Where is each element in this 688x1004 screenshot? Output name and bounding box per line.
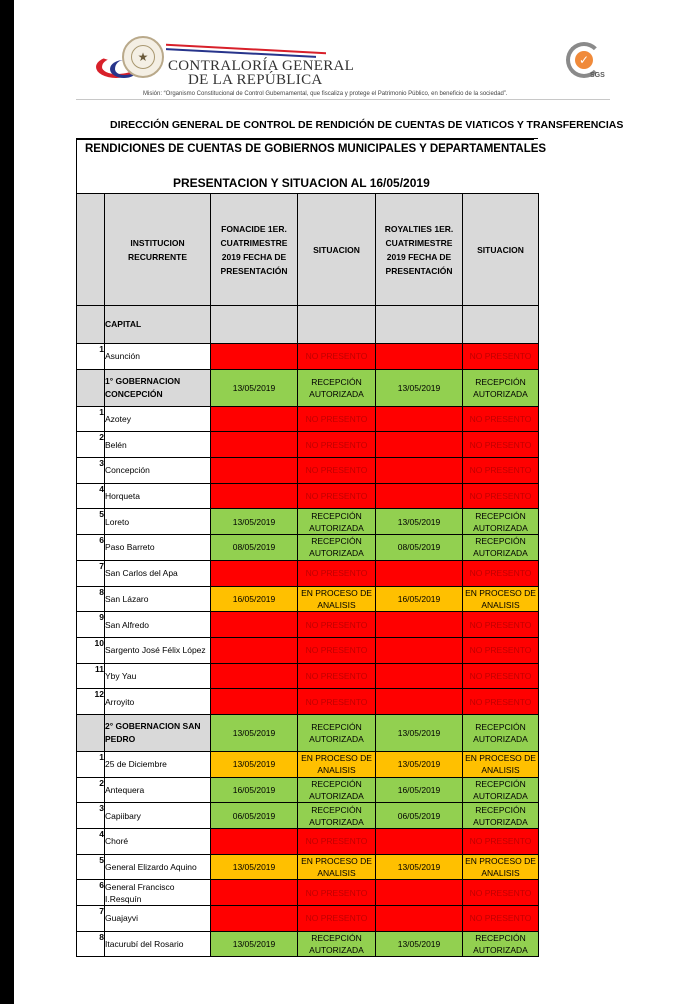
table-row <box>77 663 539 689</box>
royalties-date <box>376 637 463 663</box>
royalties-status: RECEPCIÓN AUTORIZADA <box>463 777 539 803</box>
royalties-date: 06/05/2019 <box>376 803 463 829</box>
royalties-date <box>376 432 463 458</box>
royalties-status: EN PROCESO DE ANALISIS <box>463 751 539 777</box>
fonacide-date <box>211 663 298 689</box>
royalties-date <box>376 663 463 689</box>
fonacide-date <box>211 906 298 932</box>
table-row <box>77 854 539 880</box>
title-box-border <box>77 139 534 140</box>
institution-name: Loreto <box>105 509 211 535</box>
fonacide-date <box>211 344 298 370</box>
institution-name: Concepción <box>105 458 211 484</box>
fonacide-status: EN PROCESO DE ANALISIS <box>298 854 376 880</box>
royalties-status: NO PRESENTO <box>463 880 539 906</box>
seal-icon <box>122 36 164 78</box>
table-row <box>77 432 539 458</box>
direction-title: DIRECCIÓN GENERAL DE CONTROL DE RENDICIÓN DE CUENTAS DE VIATICOS Y TRANSFERENCIAS <box>110 119 624 131</box>
royalties-date <box>376 458 463 484</box>
table-row <box>77 406 539 432</box>
table-header-row <box>77 194 539 306</box>
fonacide-status: NO PRESENTO <box>298 560 376 586</box>
institution-name: Yby Yau <box>105 663 211 689</box>
fonacide-date <box>211 458 298 484</box>
row-number: 5 <box>77 509 105 535</box>
table-row <box>77 612 539 638</box>
royalties-status: NO PRESENTO <box>463 637 539 663</box>
report-title: RENDICIONES DE CUENTAS DE GOBIERNOS MUNICIPALES Y DEPARTAMENTALES <box>85 143 547 155</box>
fonacide-status: NO PRESENTO <box>298 483 376 509</box>
royalties-date <box>376 306 463 344</box>
row-number: 10 <box>77 637 105 663</box>
royalties-date <box>376 689 463 715</box>
table-row <box>77 509 539 535</box>
institution-name: San Carlos del Apa <box>105 560 211 586</box>
fonacide-date <box>211 483 298 509</box>
fonacide-date: 06/05/2019 <box>211 803 298 829</box>
royalties-status: NO PRESENTO <box>463 406 539 432</box>
table-row <box>77 777 539 803</box>
fonacide-date <box>211 829 298 855</box>
fonacide-status: EN PROCESO DE ANALISIS <box>298 751 376 777</box>
fonacide-date: 16/05/2019 <box>211 586 298 612</box>
row-number: 8 <box>77 586 105 612</box>
fonacide-status: NO PRESENTO <box>298 829 376 855</box>
table-row <box>77 458 539 484</box>
royalties-status: NO PRESENTO <box>463 432 539 458</box>
fonacide-status: RECEPCIÓN AUTORIZADA <box>298 509 376 535</box>
sgs-label: SGS <box>590 72 605 79</box>
fonacide-date <box>211 637 298 663</box>
column-header-number <box>77 194 105 306</box>
table-row <box>77 829 539 855</box>
royalties-status: RECEPCIÓN AUTORIZADA <box>463 509 539 535</box>
royalties-status: NO PRESENTO <box>463 344 539 370</box>
row-number: 8 <box>77 931 105 957</box>
column-header-fonacide-status: SITUACION <box>298 194 376 306</box>
institution-name: 25 de Diciembre <box>105 751 211 777</box>
row-number: 7 <box>77 560 105 586</box>
royalties-status: EN PROCESO DE ANALISIS <box>463 854 539 880</box>
row-number: 6 <box>77 535 105 561</box>
fonacide-status: RECEPCIÓN AUTORIZADA <box>298 803 376 829</box>
royalties-status: NO PRESENTO <box>463 689 539 715</box>
royalties-date: 13/05/2019 <box>376 854 463 880</box>
institution-name: San Alfredo <box>105 612 211 638</box>
royalties-date: 13/05/2019 <box>376 714 463 751</box>
institution-name: General Elizardo Aquino <box>105 854 211 880</box>
royalties-date: 08/05/2019 <box>376 535 463 561</box>
royalties-status: NO PRESENTO <box>463 906 539 932</box>
row-number: 1 <box>77 406 105 432</box>
group-row <box>77 714 539 751</box>
fonacide-date: 08/05/2019 <box>211 535 298 561</box>
fonacide-status: RECEPCIÓN AUTORIZADA <box>298 714 376 751</box>
royalties-status: RECEPCIÓN AUTORIZADA <box>463 931 539 957</box>
row-number: 6 <box>77 880 105 906</box>
fonacide-status: NO PRESENTO <box>298 880 376 906</box>
row-number <box>77 714 105 751</box>
row-number: 1 <box>77 751 105 777</box>
report-title-box <box>76 138 547 194</box>
institution-name: Arroyito <box>105 689 211 715</box>
royalties-date: 13/05/2019 <box>376 369 463 406</box>
institution-name: Capiibary <box>105 803 211 829</box>
table-row <box>77 637 539 663</box>
report-subtitle: PRESENTACION Y SITUACION AL 16/05/2019 <box>173 176 430 190</box>
row-number: 12 <box>77 689 105 715</box>
table-row <box>77 344 539 370</box>
institution-name: San Lázaro <box>105 586 211 612</box>
table-row <box>77 535 539 561</box>
institution-name: Horqueta <box>105 483 211 509</box>
fonacide-date: 13/05/2019 <box>211 931 298 957</box>
fonacide-status: NO PRESENTO <box>298 663 376 689</box>
institution-name: Azotey <box>105 406 211 432</box>
royalties-status: RECEPCIÓN AUTORIZADA <box>463 535 539 561</box>
institution-name: Antequera <box>105 777 211 803</box>
fonacide-date: 16/05/2019 <box>211 777 298 803</box>
institution-name: Belén <box>105 432 211 458</box>
status-table <box>76 193 539 957</box>
column-header-institution: INSTITUCION RECURRENTE <box>105 194 211 306</box>
royalties-date: 13/05/2019 <box>376 931 463 957</box>
fonacide-status: RECEPCIÓN AUTORIZADA <box>298 535 376 561</box>
column-header-fonacide-date: FONACIDE 1ER. CUATRIMESTRE 2019 FECHA DE PRESENTACIÓN <box>211 194 298 306</box>
contraloria-logo <box>96 36 355 92</box>
mission-statement: Misión: “Organismo Constitucional de Control Gubernamental, que fiscaliza y protege el Patrimonio Público, en beneficio de la sociedad”. <box>143 91 508 97</box>
royalties-date <box>376 829 463 855</box>
institution-name: CAPITAL <box>105 306 211 344</box>
header-divider <box>76 99 610 100</box>
fonacide-status: NO PRESENTO <box>298 612 376 638</box>
row-number: 3 <box>77 803 105 829</box>
royalties-date: 13/05/2019 <box>376 751 463 777</box>
royalties-date <box>376 406 463 432</box>
org-name-line1: CONTRALORÍA GENERAL <box>168 58 355 74</box>
fonacide-date <box>211 560 298 586</box>
institution-name: 1° GOBERNACION CONCEPCIÓN <box>105 369 211 406</box>
royalties-status: NO PRESENTO <box>463 612 539 638</box>
royalties-date <box>376 560 463 586</box>
institution-name: 2° GOBERNACION SAN PEDRO <box>105 714 211 751</box>
royalties-status: RECEPCIÓN AUTORIZADA <box>463 714 539 751</box>
royalties-date <box>376 880 463 906</box>
row-number: 4 <box>77 829 105 855</box>
star-icon: ★ <box>131 45 155 69</box>
royalties-status: RECEPCIÓN AUTORIZADA <box>463 803 539 829</box>
fonacide-status <box>298 306 376 344</box>
row-number: 2 <box>77 777 105 803</box>
table-row <box>77 880 539 906</box>
table-row <box>77 803 539 829</box>
row-number: 4 <box>77 483 105 509</box>
fonacide-date <box>211 689 298 715</box>
row-number: 5 <box>77 854 105 880</box>
fonacide-status: NO PRESENTO <box>298 458 376 484</box>
fonacide-date <box>211 880 298 906</box>
institution-name: Paso Barreto <box>105 535 211 561</box>
table-row <box>77 586 539 612</box>
org-name-line2: DE LA REPÚBLICA <box>188 72 323 88</box>
table-row <box>77 906 539 932</box>
fonacide-status: NO PRESENTO <box>298 906 376 932</box>
row-number <box>77 306 105 344</box>
group-row <box>77 306 539 344</box>
royalties-status: NO PRESENTO <box>463 829 539 855</box>
row-number <box>77 369 105 406</box>
table-row <box>77 483 539 509</box>
fonacide-status: RECEPCIÓN AUTORIZADA <box>298 369 376 406</box>
fonacide-date: 13/05/2019 <box>211 509 298 535</box>
fonacide-date: 13/05/2019 <box>211 854 298 880</box>
fonacide-date: 13/05/2019 <box>211 369 298 406</box>
fonacide-date: 13/05/2019 <box>211 751 298 777</box>
fonacide-status: NO PRESENTO <box>298 637 376 663</box>
column-header-royalties-status: SITUACION <box>463 194 539 306</box>
column-header-royalties-date: ROYALTIES 1ER. CUATRIMESTRE 2019 FECHA DE PRESENTACIÓN <box>376 194 463 306</box>
fonacide-date <box>211 406 298 432</box>
institution-name: Sargento José Félix López <box>105 637 211 663</box>
row-number: 9 <box>77 612 105 638</box>
royalties-date <box>376 612 463 638</box>
checkmark-icon: ✓ <box>575 51 593 69</box>
fonacide-status: NO PRESENTO <box>298 689 376 715</box>
institution-name: Asunción <box>105 344 211 370</box>
royalties-status: EN PROCESO DE ANALISIS <box>463 586 539 612</box>
royalties-status <box>463 306 539 344</box>
table-row <box>77 689 539 715</box>
row-number: 2 <box>77 432 105 458</box>
institution-name: Choré <box>105 829 211 855</box>
institution-name: General Francisco I.Resquín <box>105 880 211 906</box>
row-number: 1 <box>77 344 105 370</box>
row-number: 7 <box>77 906 105 932</box>
fonacide-date <box>211 612 298 638</box>
fonacide-status: NO PRESENTO <box>298 432 376 458</box>
royalties-status: NO PRESENTO <box>463 458 539 484</box>
left-black-border <box>0 0 14 1004</box>
royalties-status: NO PRESENTO <box>463 483 539 509</box>
table-body <box>77 306 539 957</box>
table-row <box>77 931 539 957</box>
table-row <box>77 751 539 777</box>
fonacide-date <box>211 432 298 458</box>
fonacide-date <box>211 306 298 344</box>
royalties-date: 16/05/2019 <box>376 777 463 803</box>
group-row <box>77 369 539 406</box>
royalties-date <box>376 906 463 932</box>
row-number: 11 <box>77 663 105 689</box>
institution-name: Itacurubí del Rosario <box>105 931 211 957</box>
royalties-status: NO PRESENTO <box>463 663 539 689</box>
table-row <box>77 560 539 586</box>
fonacide-date: 13/05/2019 <box>211 714 298 751</box>
fonacide-status: RECEPCIÓN AUTORIZADA <box>298 931 376 957</box>
royalties-date: 16/05/2019 <box>376 586 463 612</box>
fonacide-status: RECEPCIÓN AUTORIZADA <box>298 777 376 803</box>
royalties-status: NO PRESENTO <box>463 560 539 586</box>
fonacide-status: NO PRESENTO <box>298 344 376 370</box>
fonacide-status: NO PRESENTO <box>298 406 376 432</box>
royalties-date <box>376 344 463 370</box>
royalties-status: RECEPCIÓN AUTORIZADA <box>463 369 539 406</box>
royalties-date <box>376 483 463 509</box>
sgs-certification-logo <box>566 42 606 82</box>
row-number: 3 <box>77 458 105 484</box>
institution-name: Guajayvi <box>105 906 211 932</box>
fonacide-status: EN PROCESO DE ANALISIS <box>298 586 376 612</box>
royalties-date: 13/05/2019 <box>376 509 463 535</box>
